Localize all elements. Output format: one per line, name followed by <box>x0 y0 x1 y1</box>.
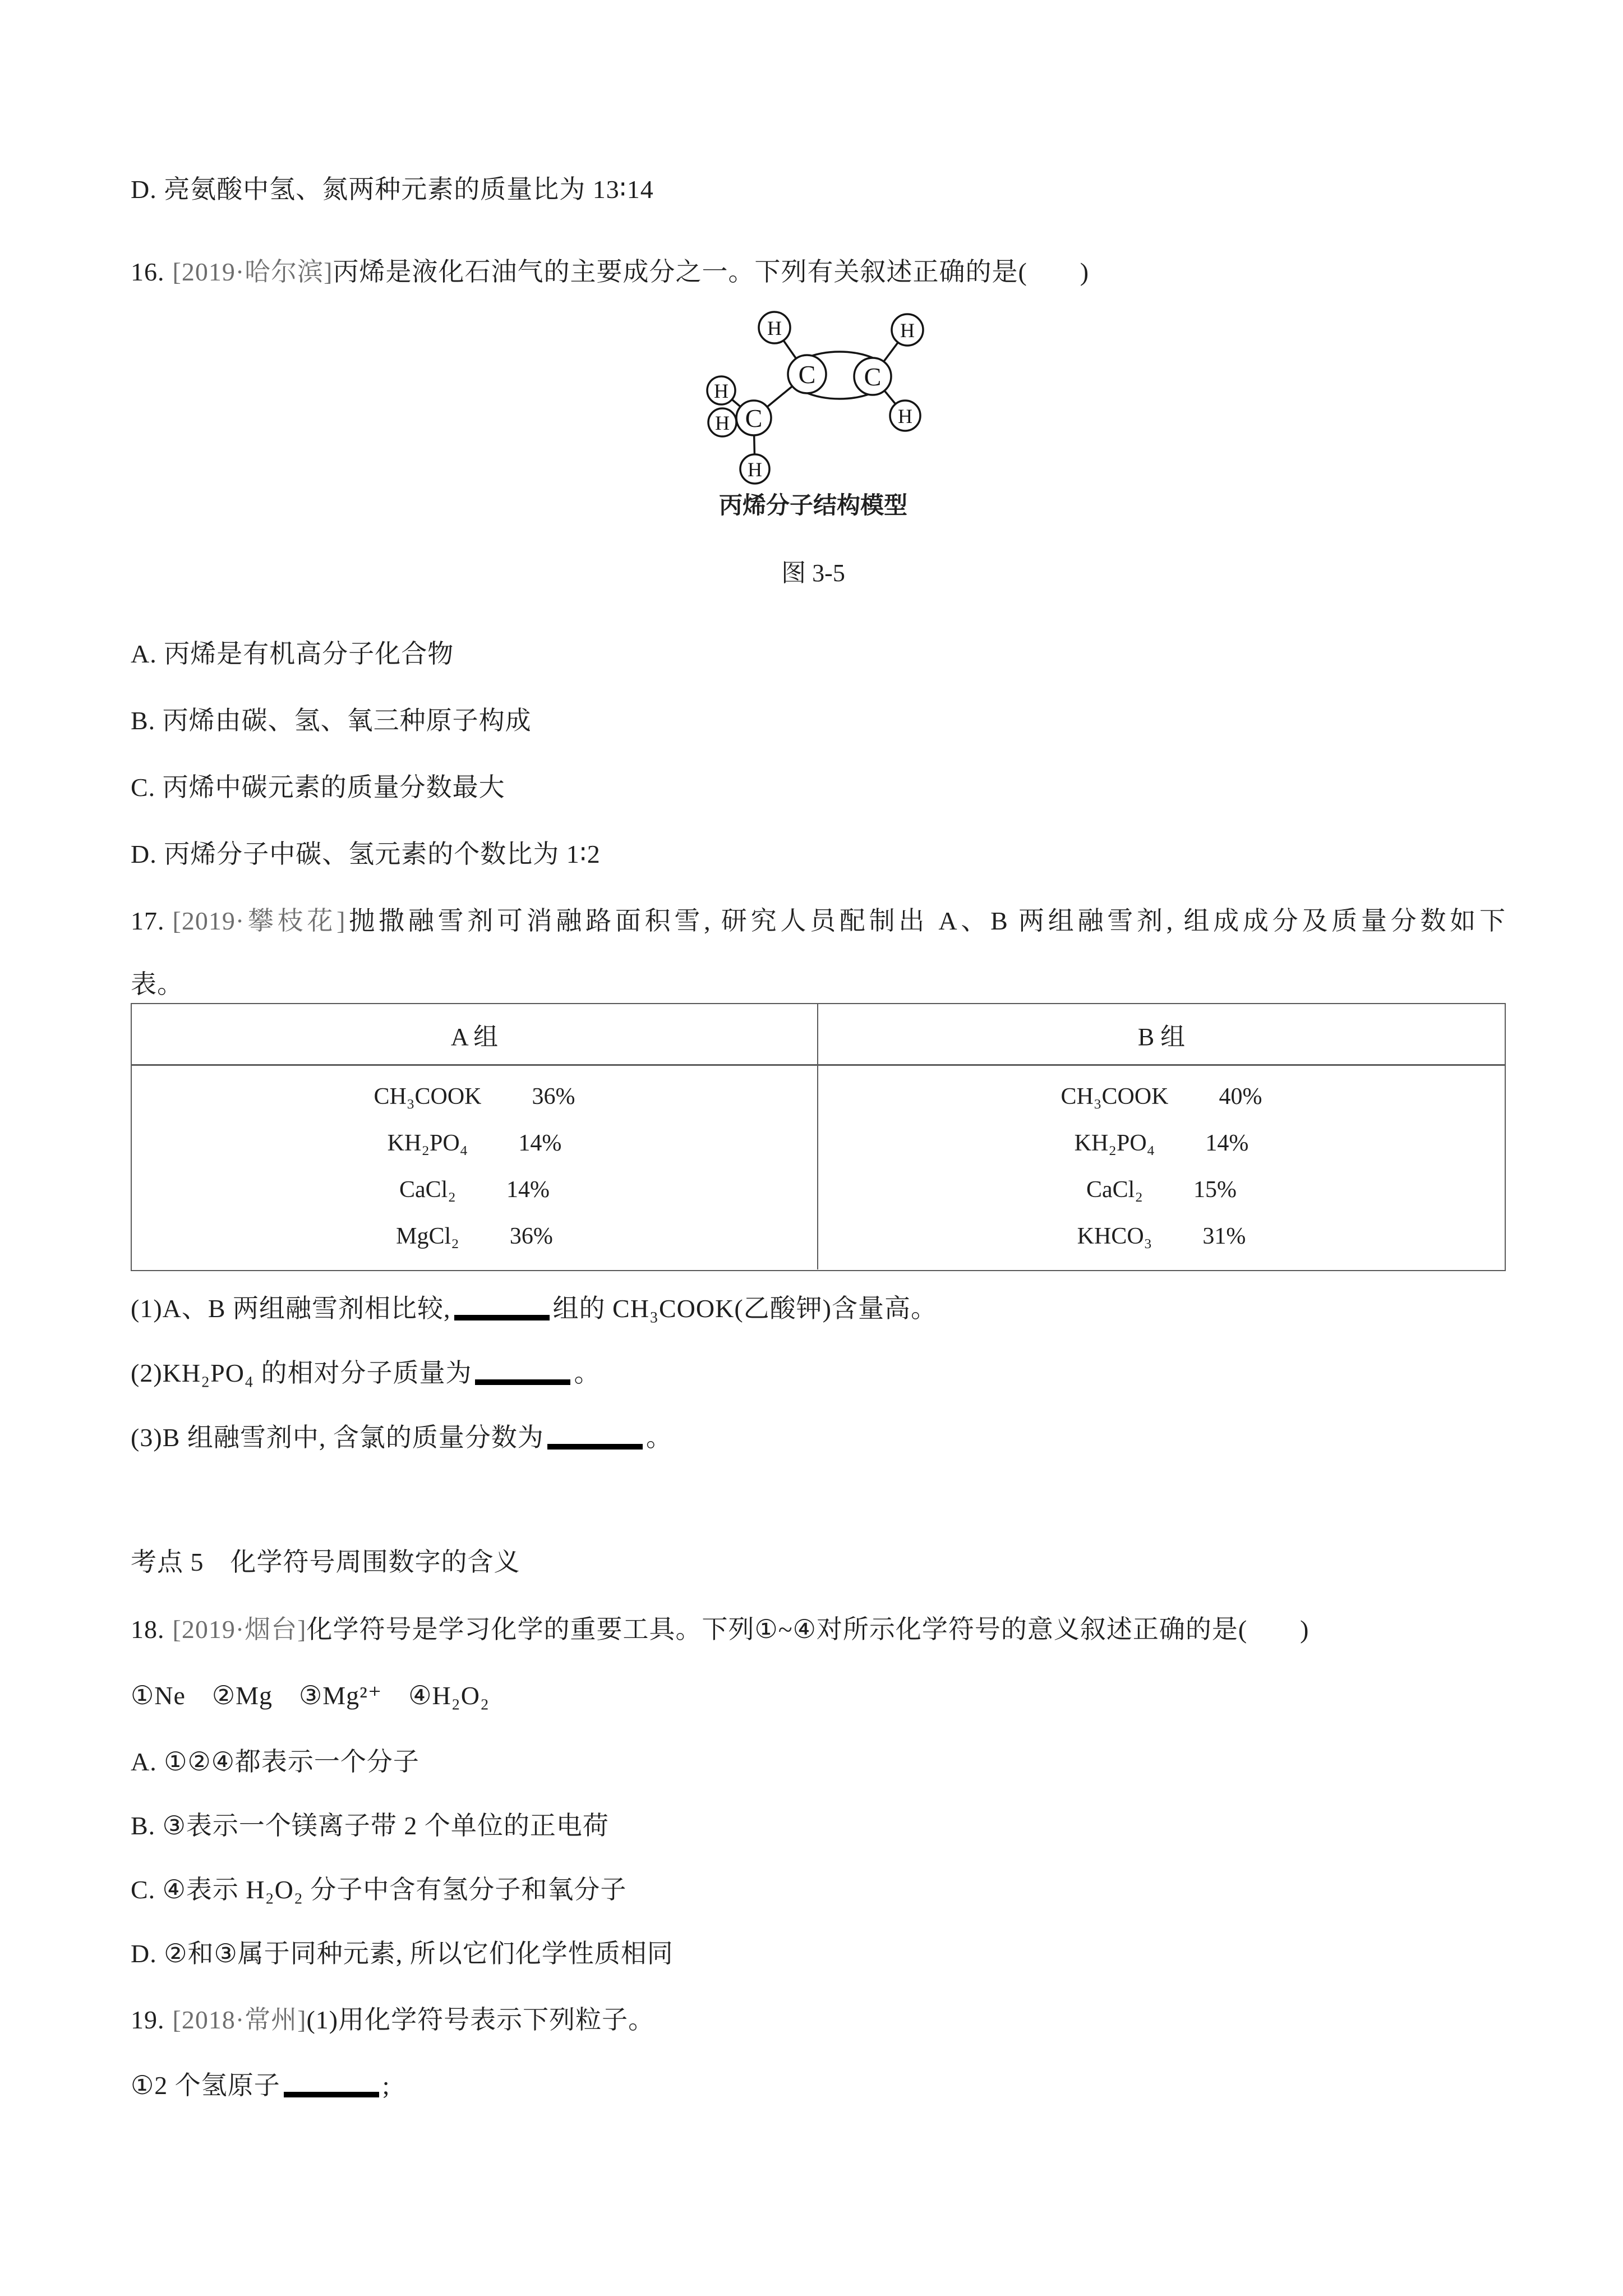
answer-blank-3 <box>547 1437 643 1450</box>
question-18-citation: [2019·烟台] <box>172 1615 307 1644</box>
atom-label: C <box>864 362 882 391</box>
atom-label: C <box>745 404 763 432</box>
formula: MgCl₂ <box>396 1223 459 1249</box>
question-17-stem-continued: 表。 <box>131 970 183 999</box>
sub-question-2-post: 。 <box>574 1359 601 1387</box>
table-line <box>818 1176 1505 1203</box>
table-line <box>818 1083 1505 1110</box>
question-16-citation: [2019·哈尔滨] <box>172 257 333 286</box>
percent: 15% <box>1193 1176 1237 1203</box>
table-line <box>818 1223 1505 1250</box>
atom-H <box>759 312 790 343</box>
option-18-b: B. ③表示一个镁离子带 2 个单位的正电荷 <box>131 1811 609 1840</box>
table-cell-group-b <box>818 1066 1505 1269</box>
composition-table <box>131 1003 1506 1271</box>
table-header-row <box>132 1004 1505 1066</box>
atom-H <box>707 376 735 404</box>
option-18-c: C. ④表示 H₂O₂ 分子中含有氢分子和氧分子 <box>131 1875 627 1904</box>
answer-blank-4 <box>284 2085 379 2097</box>
option-18-d: D. ②和③属于同种元素, 所以它们化学性质相同 <box>131 1939 674 1968</box>
atom-C <box>788 355 826 393</box>
answer-blank-1 <box>454 1308 550 1320</box>
formula: CaCl₂ <box>399 1176 456 1203</box>
percent: 31% <box>1202 1223 1246 1249</box>
question-19-item-1-pre: ①2 个氢原子 <box>131 2071 280 2100</box>
answer-blank-2 <box>475 1373 570 1385</box>
formula: CaCl₂ <box>1086 1176 1143 1203</box>
sub-question-2 <box>131 1355 600 1392</box>
question-18-symbols: ①Ne ②Mg ③Mg²⁺ ④H₂O₂ <box>131 1681 490 1710</box>
sub-question-1 <box>131 1290 937 1327</box>
question-19-number: 19. <box>131 2005 165 2034</box>
formula: KH₂PO₄ <box>387 1130 468 1157</box>
question-17-citation: [2019·攀枝花] <box>172 907 346 935</box>
atom-H <box>890 401 920 431</box>
figure-label: 图 3-5 <box>781 559 845 587</box>
percent: 36% <box>509 1223 553 1249</box>
percent: 36% <box>532 1084 575 1110</box>
question-18-stem: 化学符号是学习化学的重要工具。下列①~④对所示化学符号的意义叙述正确的是( ) <box>306 1615 1310 1644</box>
sub-question-3 <box>131 1419 672 1456</box>
table-header-group-b: B 组 <box>1137 1023 1186 1051</box>
question-19-citation: [2018·常州] <box>172 2005 307 2034</box>
atom-label: H <box>715 412 730 434</box>
question-18 <box>131 1611 1309 1648</box>
option-16-b: B. 丙烯由碳、氢、氧三种原子构成 <box>131 706 532 735</box>
percent: 14% <box>506 1176 550 1203</box>
question-17-stem: 抛撒融雪剂可消融路面积雪, 研究人员配制出 A、B 两组融雪剂, 组成成分及质量分数如下 <box>345 907 1506 935</box>
sub-question-3-pre: (3)B 组融雪剂中, 含氯的质量分数为 <box>131 1423 544 1452</box>
option-15-d: D. 亮氨酸中氢、氮两种元素的质量比为 13∶14 <box>131 175 654 204</box>
table-line <box>132 1130 817 1157</box>
figure-caption: 丙烯分子结构模型 <box>718 493 907 519</box>
formula: KHCO₃ <box>1077 1223 1152 1249</box>
table-cell-group-a <box>132 1066 818 1269</box>
question-16-stem: 丙烯是液化石油气的主要成分之一。下列有关叙述正确的是( ) <box>333 257 1090 286</box>
option-18-a: A. ①②④都表示一个分子 <box>131 1747 419 1776</box>
atom-label: H <box>900 319 915 342</box>
table-header-group-a: A 组 <box>132 1004 818 1064</box>
atom-label: H <box>714 380 728 402</box>
percent: 14% <box>1205 1130 1249 1157</box>
formula: CH₃COOK <box>1061 1084 1169 1110</box>
question-19 <box>131 2001 654 2039</box>
sub-question-1-post: 组的 CH₃COOK(乙酸钾)含量高。 <box>552 1294 937 1323</box>
atom-label: H <box>748 458 762 481</box>
atom-H <box>708 408 736 436</box>
atom-C <box>736 401 771 435</box>
atom-label: H <box>898 405 912 427</box>
option-16-d: D. 丙烯分子中碳、氢元素的个数比为 1∶2 <box>131 840 601 868</box>
question-19-stem: (1)用化学符号表示下列粒子。 <box>306 2005 655 2034</box>
formula: CH₃COOK <box>374 1084 482 1110</box>
table-line <box>132 1223 817 1250</box>
option-16-a: A. 丙烯是有机高分子化合物 <box>131 639 454 668</box>
table-line <box>132 1176 817 1203</box>
question-16-number: 16. <box>131 257 165 286</box>
atom-label: H <box>767 317 782 339</box>
formula: KH₂PO₄ <box>1074 1130 1155 1157</box>
percent: 14% <box>518 1130 562 1157</box>
percent: 40% <box>1219 1084 1262 1110</box>
question-19-item-1 <box>131 2067 390 2104</box>
table-line <box>818 1130 1505 1157</box>
propylene-structure-diagram <box>645 280 981 488</box>
sub-question-1-pre: (1)A、B 两组融雪剂相比较, <box>131 1294 451 1323</box>
table-line <box>132 1083 817 1110</box>
atom-C <box>854 358 891 395</box>
atom-H <box>740 454 769 484</box>
table-body-row <box>132 1066 1505 1269</box>
atom-H <box>892 314 923 346</box>
option-16-c: C. 丙烯中碳元素的质量分数最大 <box>131 773 505 802</box>
question-19-item-1-post: ; <box>382 2071 390 2100</box>
question-17 <box>131 903 1506 940</box>
sub-question-3-post: 。 <box>645 1423 672 1452</box>
atom-label: C <box>798 360 816 389</box>
topic-heading: 考点 5 化学符号周围数字的含义 <box>131 1548 520 1576</box>
question-17-number: 17. <box>131 907 165 935</box>
question-18-number: 18. <box>131 1615 165 1644</box>
sub-question-2-pre: (2)KH₂PO₄ 的相对分子质量为 <box>131 1359 472 1387</box>
